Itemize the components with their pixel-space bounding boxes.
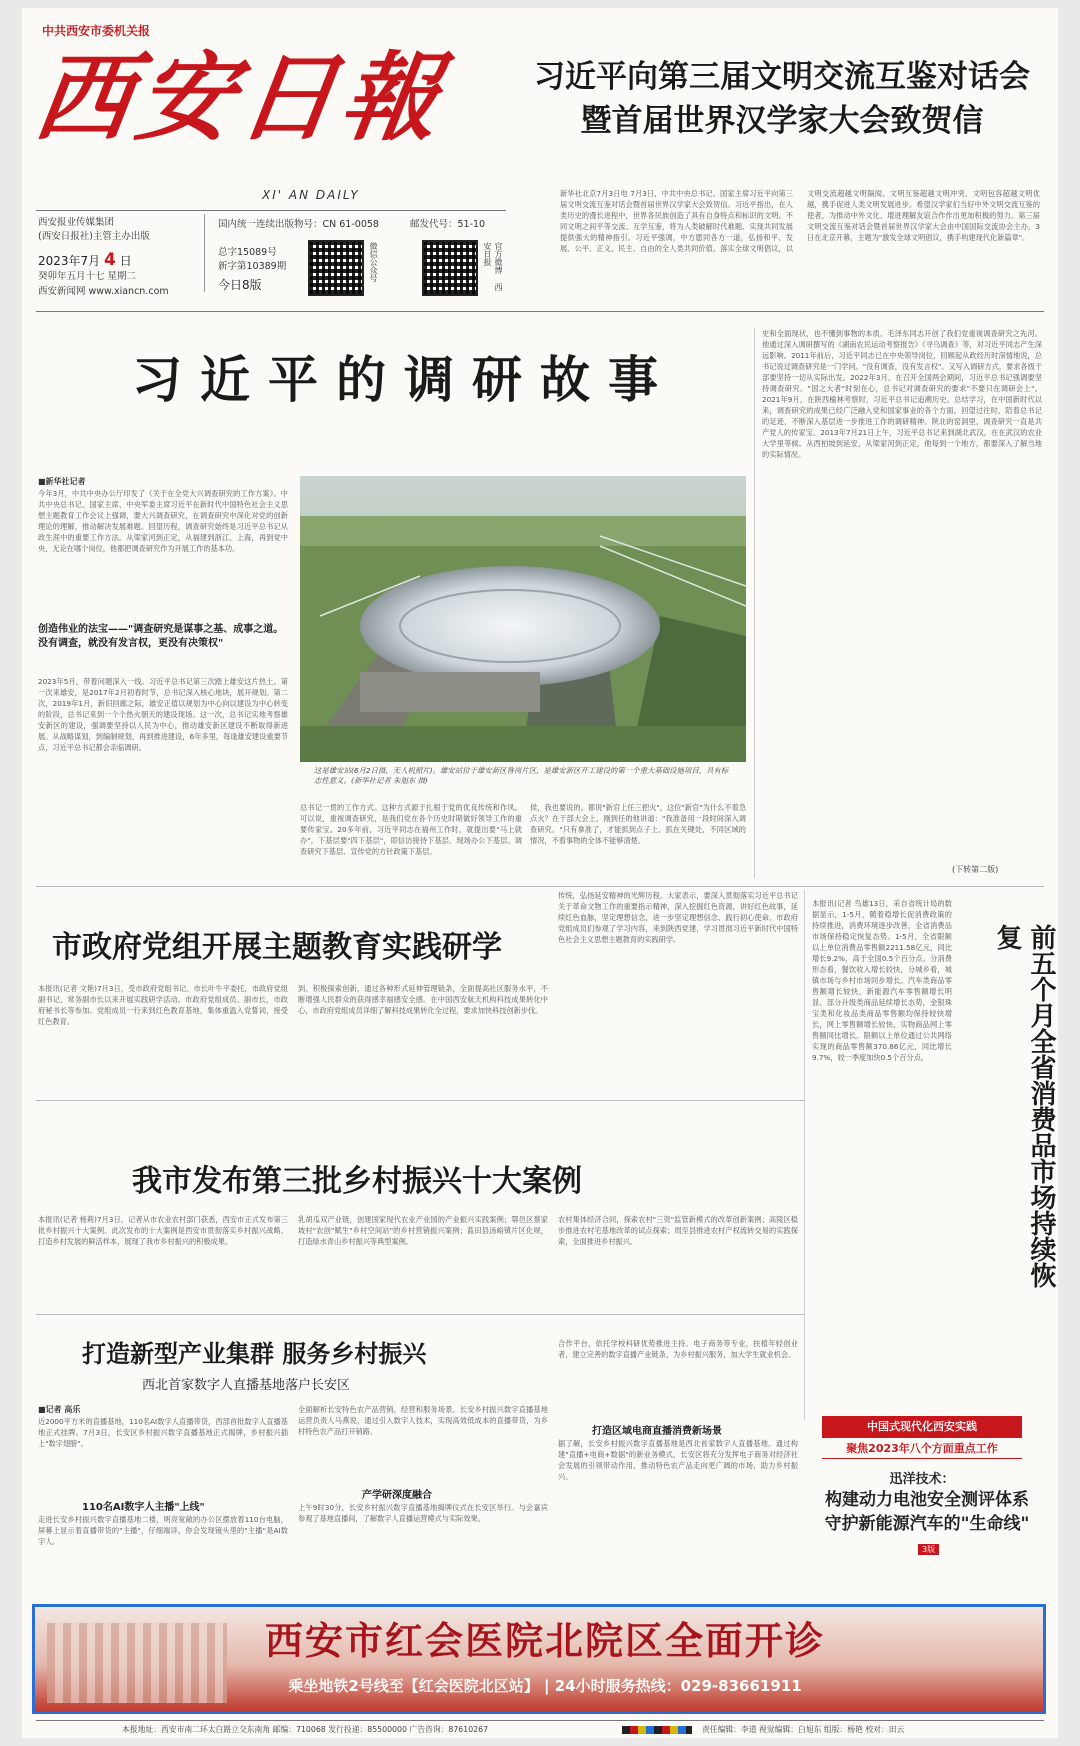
logo-pinyin: XI' AN DAILY <box>262 188 360 202</box>
series-subbanner: 聚焦2023年八个方面重点工作 <box>822 1440 1022 1459</box>
story4-subhead4: 打造区域电商直播消费新场景 <box>592 1426 722 1437</box>
story3-body2: 乳胡瓜双产业链，创建国家现代农业产业园的产业振兴实践案例；鄠邑区蔡家坡村"农创"赋生"乡村空间站"的乡村营销振兴案例；蓝田县汤峪镇片区化规，打造绿水青山乡村振兴等典型案例。 <box>298 1215 548 1246</box>
publisher-line1: 西安报业传媒集团 <box>38 217 115 228</box>
story4-body4: 上午9时30分，长安乡村振兴数字直播基地揭牌仪式在长安区举行。与会嘉宾参观了基地直播间，了解数字人直播运营模式与实际效果。 <box>298 1503 548 1523</box>
org-label: 中共西安市委机关报 <box>42 24 151 38</box>
ad-line: 乘坐地铁2号线至【红会医院北区站】 | 24小时服务热线：029-83661911 <box>288 1677 802 1695</box>
page-ref[interactable]: 3版 <box>918 1544 939 1555</box>
xunjie-line1: 构建动力电池安全测评体系 <box>825 1490 1029 1510</box>
logo: 西安日報 <box>28 41 453 154</box>
series-banner: 中国式现代化西安实践 <box>822 1416 1022 1438</box>
story4-body2: 走进长安乡村振兴数字直播基地二楼，明亮宽敞的办公区摆放着110台电脑，屏幕上显示着直播带货的"主播"，仔细端详，你会发现镜头里的"主播"是AI数字人。 <box>38 1515 288 1546</box>
sidebar-body: 本报讯(记者 鸟雄13日，采自省统计局的数据显示，1-5月，随着稳增长促消费政策的持续推进，消费环境逐步改善，全省消费品市场保持稳定恢复态势。1-5月，全省限额以上单位消费品零售额2211.58亿元，同比增长9.2%，高于全国0.5个百分点。分消费形态看，餐饮收入增长较快，分城乡看，城镇市场与乡村市场同步增长。汽车类商品零售额增长较快，新能源汽车零售额增长明显。部分升级类商品延续增长态势，金银珠宝类和化妆品类商品零售额均保持较快增长，网上零售额增长较快，实物商品网上零售额同比增长。限额以上单位通过公共网络实现的商品零售额370.86亿元，同比增长9.7%，较一季度加快0.5个百分点。 <box>812 899 952 1062</box>
story3-body1: 本报讯(记者 杨莉)7月3日，记者从市农业农村部门获悉，西安市正式发布第三批乡村振兴十大案例。此次发布的十大案例是西安市贯彻落实乡村振兴战略、打造乡村发展的鲜活样本，展现了我市乡村振兴的积极成果。 <box>38 1215 288 1246</box>
story2-body1: 本报讯(记者 文艳)7月3日，受市政府党组书记、市长叶牛平委托，市政府党组副书记、常务副市长以来开展实践研学活动。市政府党组成员、副市长，市政府秘书长等参加。党组成员一行来到红色教育基地，集体重温入党誓词，接受红色教育。 <box>38 984 288 1026</box>
newspaper-page <box>22 8 1058 1738</box>
footer-address: 本报地址：西安市南二环太白路立交东南角 邮编：710068 发行投递：85500000 广告咨询：87610267 <box>122 1725 489 1734</box>
lead-headline-1: 习近平向第三届文明交流互鉴对话会 <box>534 59 1030 95</box>
story4-body1: 近2000平方米的直播基地，110名AI数字人直播带货，西部首批数字人直播基地正式挂牌。7月3日，长安区乡村振兴数字直播基地正式揭牌，乡村振兴插上"数字翅膀"。 <box>38 1417 288 1448</box>
weibo-qr-code[interactable] <box>422 240 478 296</box>
story4-byline: ■记者 高乐 <box>38 1405 81 1414</box>
xunjie-line2: 守护新能源汽车的"生命线" <box>824 1514 1030 1534</box>
feature-col3: 侯，我也要说的。都说"新官上任三把火"，这位"新官"为什么不着急点火？在干部大会上，刚到任的他讲道："我准备用一段时间深入调查研究。"只有拿准了，才能抓到点子上、抓在关键处，不同区域的情况，不看事物的全体不能够清楚。 <box>530 803 746 845</box>
feature-subhead: 创造伟业的法宝——"调查研究是谋事之基、成事之道。没有调查，就没有发言权，更没有决策权" <box>38 624 284 649</box>
story3-body3: 农村集体经济合同，探索农村"三资"监管新模式的改革创新案例；高陵区稳步推进农村宅基地改革的试点探索；周至县推进农村产权流转交易的实践探索，全面推进乡村振兴。 <box>558 1215 798 1246</box>
xunjie-title: 迅洋技术： <box>889 1472 955 1487</box>
story4-headline: 打造新型产业集群 服务乡村振兴 <box>82 1340 427 1368</box>
continue-note: (下转第二版) <box>952 865 999 874</box>
qr1-label: 微信公众号 <box>369 242 378 282</box>
qr2-label: 官方微博 西安日报 <box>483 242 503 291</box>
feature-headline: 习近平的调研故事 <box>132 351 676 409</box>
story4-subhead: 西北首家数字人直播基地落户长安区 <box>142 1378 351 1393</box>
lead-headline-2: 暨首届世界汉学家大会致贺信 <box>580 103 984 139</box>
page-count: 今日8版 <box>218 278 262 292</box>
cn-number: 国内统一连续出版物号：CN 61-0058 <box>218 219 379 230</box>
lunar-date: 癸卯年五月十七 星期二 <box>38 271 137 282</box>
issue-new: 新字第10389期 <box>218 261 287 272</box>
photo-illustration <box>300 476 746 762</box>
feature-col1b: 2023年5月，带着问题深入一线。习近平总书记第三次踏上雄安这片热土。第一次来雄安，是2017年2月初春时节，总书记深入核心地块，展开规划。第二次，2019年1月，新旧回廊之际，雄安正值以规划为中心向以建设为中心转变的阶段，总书记来到一个个热火朝天的建设现场。这一次，总书记实地考察雄安新区的建设，强调要坚持以人民为中心，推动雄安新区建设不断取得新进展。从战略谋划，到编制规划，再到推进建设，6年多里，每逢雄安建设重要节点，习近平总书记都会亲临调研。 <box>38 677 288 752</box>
story4-subhead2: 110名AI数字人主播"上线" <box>82 1502 205 1513</box>
sidebar-headline: 前五个月全省消费品市场持续恢复 <box>992 924 1056 1288</box>
story4-body6: 据了解，长安乡村振兴数字直播基地是西北首家数字人直播基地。通过构建"直播+电商+数据"的新业务模式，长安区将充分发挥电子商务对经济社会发展的引领带动作用，推动特色农产品走向更广阔的市场，助力乡村振兴。 <box>558 1439 798 1481</box>
feature-col4: 史和全面现状，也不懂到事物的本质。毛泽东同志开创了我们党重视调查研究之先河。他通过深入调研撰写的《湖南农民运动考察报告》《寻乌调查》等，对习近平同志产生深远影响。2011年前后，习近平同志已在中央领导岗位，回顾起从政经历时深情地说，总书记说过调查研究是一门学问。"没有调查，没有发言权"。又写入调研方式，要求各级干部要坚持一切从实际出发。2022年3月，在召开全国两会期间，习近平总书记强调要坚持调查研究。"国之大者"时刻在心，总书记对调查研究的要求"不要只在调研会上"。2021年9月，在陕西榆林考察时，习近平总书记追溯历史。总结学习，在中国新时代以来，调查研究的成果已经广泛融入党和国家事业的各个方面。回望过往时，陪着总书记的足迹，不断深入基层进一步推进工作的调研精神。陕北的窑洞里，调查研究一直是共产党人的传家宝。2013年7月21日上午，习近平总书记来到湖北武汉，在在武汉的农业大学里等候。从西柏坡到延安，从梁家河到正定，他每到一个地方，都要深入了解当地的实际情况。 <box>762 329 1042 459</box>
xiongan-station-photo <box>300 476 746 762</box>
story4-body5: 合作平台，依托学校科研优势推进主持、电子商务等专业，扶植年轻创业者，建立完善的数字直播产业链条，为乡村振兴服务，加大学生就业机会。 <box>558 1339 798 1359</box>
issue-total: 总字15089号 <box>218 247 277 258</box>
website[interactable]: 西安新闻网 www.xiancn.com <box>38 286 169 297</box>
story4-body3: 全面解析长安特色农产品营销，经营和服务场景。长安乡村振兴数字直播基地运营负责人马燕说，通过引入数字人技术，实现高效低成本的直播带货，为乡村特色农产品打开销路。 <box>298 1405 548 1436</box>
story2-headline: 市政府党组开展主题教育实践研学 <box>52 930 502 965</box>
color-calibration-bar <box>622 1726 692 1734</box>
issue-date: 2023年7月 4 日 <box>38 250 132 270</box>
story4-subhead3: 产学研深度融合 <box>362 1490 432 1501</box>
footer-editors: 责任编辑：李道 视觉编辑：白旭东 组版：杨艳 校对：田云 <box>702 1725 905 1734</box>
story2-body3: 传统，弘扬延安精神的光辉历程。大家表示，要深入贯彻落实习近平总书记关于革命文物工作的重要指示精神，深入挖掘红色资源，讲好红色故事，延续红色血脉，坚定理想信念，进一步坚定理想信念、践行初心使命。市政府党组成员们参观了学习内容，来到陕西党建，学习贯彻习近平新时代中国特色社会主义思想主题教育的实践研学。 <box>558 891 798 944</box>
feature-col2: 总书记一贯的工作方式。这种方式源于扎根于党的优良传统和作风。可以说，重视调查研究，是我们党在各个历史时期做好领导工作的重要传家宝。20多年前，习近平同志在福州工作时，就提出要"马上就办"，下基层要"四下基层"，即信访接待下基层、现场办公下基层、调查研究下基层、宣传党的方针政策下基层。 <box>300 803 522 856</box>
story2-body2: 到、积极探索创新，通过各种形式延伸管理链条，全面提高社区服务水平，不断增强人民群众的获得感幸福感安全感。在中国西安航天机构科技成果转化中心，市政府党组成员详细了解科技成果转化全过程，要求加快科技创新步伐。 <box>298 984 548 1015</box>
hospital-ad[interactable] <box>32 1604 1046 1714</box>
ad-title: 西安市红会医院北院区全面开诊 <box>264 1619 825 1663</box>
post-code: 邮发代号：51-10 <box>410 219 486 230</box>
feature-byline: ■新华社记者 <box>38 477 86 486</box>
feature-col1: 今年3月，中共中央办公厅印发了《关于在全党大兴调查研究的工作方案》。中共中央总书记、国家主席、中央军委主席习近平在新时代中国特色社会主义思想主题教育工作会议上强调，要大兴调查研究，在调查研究中深化对党的创新理论的理解，推动解决发展难题。回望历程，调查研究始终是习近平总书记从政生涯中的重要工作方法。从梁家河到正定，从福建到浙江、上海，再到党中央，无论在哪个岗位，他都把调查研究作为开展工作的基本功。 <box>38 489 288 553</box>
wechat-qr-code[interactable] <box>308 240 364 296</box>
publisher-line2: (西安日报社)主管主办出版 <box>38 231 150 242</box>
story3-headline: 我市发布第三批乡村振兴十大案例 <box>132 1164 582 1199</box>
photo-caption: 这是雄安站(6月2日摄，无人机照片)。雄安站位于雄安新区昝岗片区，是雄安新区开工建设的第一个重大基础设施项目，具有标志性意义。(新华社记者 朱旭东 摄) <box>314 766 729 785</box>
lead-body: 新华社北京7月3日电 7月3日，中共中央总书记、国家主席习近平向第三届文明交流互鉴对话会暨首届世界汉学家大会致贺信。习近平指出，在人类历史的漫长进程中，世界各民族创造了具有自身特点和标识的文明。不同文明之间平等交流、互学互鉴，将为人类破解时代难题、实现共同发展提供强大的精神指引。习近平强调，中方愿同各方一道，弘扬和平、发展、公平、正义、民主、自由的全人类共同价值，落实全球文明倡议，以文明交流超越文明隔阂、文明互鉴超越文明冲突、文明包容超越文明优越，携手促进人类文明发展进步。希望汉学家们当好中外文明交流互鉴的使者，为推动中外文化、增进理解友谊合作作出更加积极的努力。第三届文明交流互鉴对话会暨首届世界汉学家大会由中国国际交流协会主办，3日在北京开幕，主题为"激发全球文明倡议，携手构建现代化新篇章"。 <box>560 189 1040 253</box>
